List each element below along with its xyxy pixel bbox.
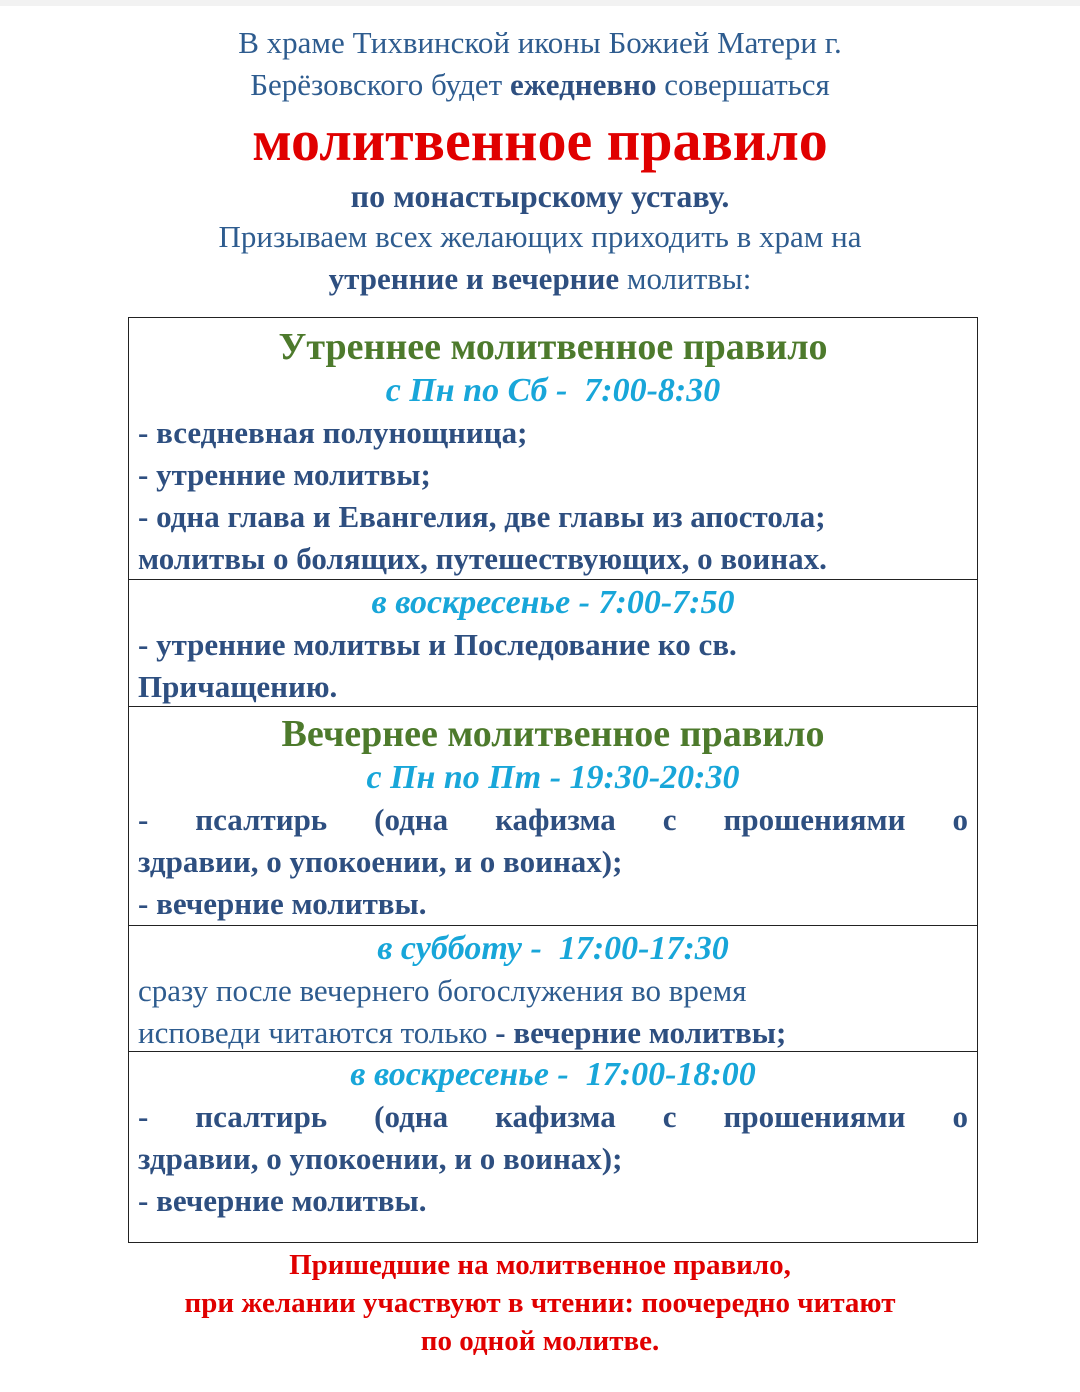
intro-line-2-start: Берёзовского будет xyxy=(250,67,510,102)
saturday-line-1: сразу после вечернего богослужения во время xyxy=(138,973,747,1008)
headline: молитвенное правило xyxy=(252,108,828,173)
evening-sunday-cell xyxy=(129,1051,977,1241)
morning-section-title: Утреннее молитвенное правило xyxy=(278,326,828,368)
schedule-table xyxy=(128,317,978,1243)
footer-line-2: при желании участвуют в чтении: поочередно читают xyxy=(184,1287,896,1319)
list-item: - утренние молитвы и Последование ко св. xyxy=(138,627,737,662)
evening-weekday-time: с Пн по Пт - 19:30-20:30 xyxy=(366,759,740,796)
morning-sunday-time: в воскресенье - 7:00-7:50 xyxy=(371,584,735,621)
list-item: - вседневная полунощница; xyxy=(138,415,528,450)
intro-block xyxy=(0,22,1080,300)
list-item: - псалтирь (одна кафизма с прошениями о xyxy=(138,1099,968,1134)
list-item: - утренние молитвы; xyxy=(138,457,431,492)
list-item: - вечерние молитвы. xyxy=(138,886,427,921)
footer-note xyxy=(0,1246,1080,1360)
subheadline: по монастырскому уставу. xyxy=(350,178,730,214)
top-strip xyxy=(0,0,1080,6)
intro-daily-emphasis: ежедневно xyxy=(509,67,657,102)
morning-weekday-cell xyxy=(129,318,977,579)
saturday-evening-prayers: - вечерние молитвы; xyxy=(495,1015,787,1050)
intro-line-6 xyxy=(0,258,1080,300)
saturday-line-2-start: исповеди читаются только xyxy=(138,1015,496,1050)
list-item: молитвы о болящих, путешествующих, о воинах. xyxy=(138,541,827,576)
intro-line-5: Призываем всех желающих приходить в храм на xyxy=(218,219,862,254)
evening-sunday-time: в воскресенье - 17:00-18:00 xyxy=(350,1056,756,1093)
list-item: - вечерние молитвы. xyxy=(138,1183,427,1218)
footer-line-1: Пришедшие на молитвенное правило, xyxy=(289,1249,791,1281)
intro-line-1: В храме Тихвинской иконы Божией Матери г. xyxy=(238,25,842,60)
list-item: - одна глава и Евангелия, две главы из апостола; xyxy=(138,499,826,534)
list-item: - псалтирь (одна кафизма с прошениями о xyxy=(138,802,968,837)
intro-line-6-end: молитвы: xyxy=(619,261,752,296)
list-item: здравии, о упокоении, и о воинах); xyxy=(138,844,623,879)
list-item: здравии, о упокоении, и о воинах); xyxy=(138,1141,623,1176)
intro-line-2-end: совершаться xyxy=(656,67,830,102)
evening-section-title: Вечернее молитвенное правило xyxy=(281,713,825,755)
intro-line-2 xyxy=(0,64,1080,106)
morning-sunday-cell xyxy=(129,579,977,706)
intro-morning-evening-emphasis: утренние и вечерние xyxy=(328,261,620,296)
saturday-line-2 xyxy=(138,1012,968,1054)
evening-weekday-cell xyxy=(129,706,977,925)
morning-weekday-time: с Пн по Сб - 7:00-8:30 xyxy=(385,372,721,409)
evening-saturday-cell xyxy=(129,925,977,1051)
evening-saturday-time: в субботу - 17:00-17:30 xyxy=(377,930,729,967)
list-item: Причащению. xyxy=(138,669,338,704)
footer-line-3: по одной молитве. xyxy=(420,1325,660,1357)
